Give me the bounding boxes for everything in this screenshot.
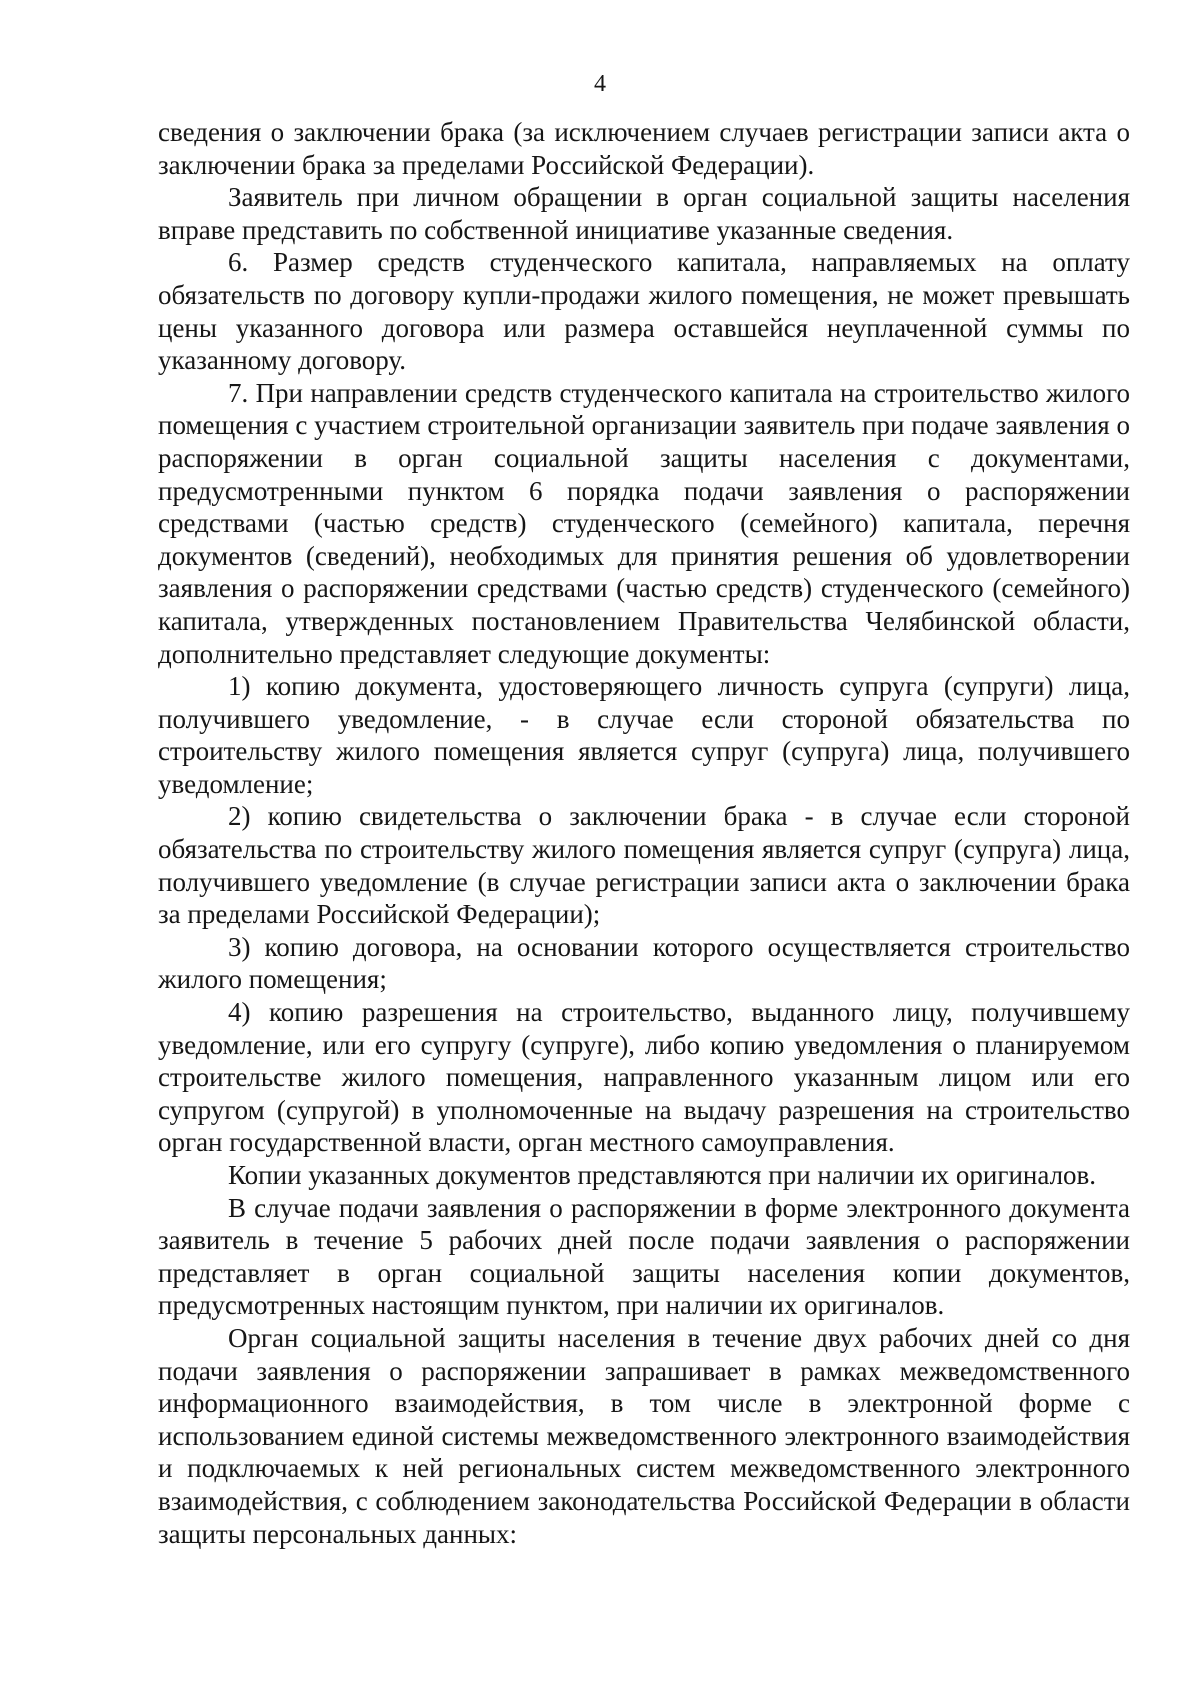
page-number: 4 xyxy=(594,71,606,97)
paragraph-subitem-4: 4) копию разрешения на строительство, выданного лицу, получившему уведомление, или его супругу (супруге), либо копию уведомления о планируемом строительстве жилого помещения, направленного указанным лицом или его супругом (супругой) в уполномоченные на выдачу разрешения на строительство орган государственной власти, орган местного самоуправления. xyxy=(158,997,1130,1158)
paragraph-subitem-1: 1) копию документа, удостоверяющего личность супруга (супруги) лица, получившего уведомление, - в случае если стороной обязательства по строительству жилого помещения является супруг (супруга) лица, получившего уведомление; xyxy=(158,671,1130,799)
paragraph-item-6: 6. Размер средств студенческого капитала, направляемых на оплату обязательств по договору купли-продажи жилого помещения, не может превышать цены указанного договора или размера оставшейся неуплаченной суммы по указанному договору. xyxy=(158,247,1130,376)
document-body xyxy=(158,116,1130,1550)
paragraph-subitem-3: 3) копию договора, на основании которого осуществляется строительство жилого помещения; xyxy=(158,931,1130,995)
paragraph-item-7: 7. При направлении средств студенческого капитала на строительство жилого помещения с участием строительной организации заявитель при подаче заявления о распоряжении в орган социальной защиты населения с документами, предусмотренными пунктом 6 порядка подачи заявления о распоряжении средствами (частью средств) студенческого (семейного) капитала, перечня документов (сведений), необходимых для принятия решения об удовлетворении заявления о распоряжении средствами (частью средств) студенческого (семейного) капитала, утвержденных постановлением Правительства Челябинской области, дополнительно представляет следующие документы: xyxy=(158,377,1130,669)
paragraph-applicant-right: Заявитель при личном обращении в орган социальной защиты населения вправе представить по собственной инициативе указанные сведения. xyxy=(158,182,1130,245)
paragraph-interagency-request: Орган социальной защиты населения в течение двух рабочих дней со дня подачи заявления о распоряжении запрашивает в рамках межведомственного информационного взаимодействия, в том числе в электронной форме с использованием единой системы межведомственного электронного взаимодействия и подключаемых к ней региональных систем межведомственного электронного взаимодействия, с соблюдением законодательства Российской Федерации в области защиты персональных данных: xyxy=(158,1322,1130,1549)
paragraph-continuation: сведения о заключении брака (за исключением случаев регистрации записи акта о заключении брака за пределами Российской Федерации). xyxy=(158,117,1130,180)
paragraph-electronic-submission: В случае подачи заявления о распоряжении в форме электронного документа заявитель в течение 5 рабочих дней после подачи заявления о распоряжении представляет в орган социальной защиты населения копии документов, предусмотренных настоящим пунктом, при наличии их оригиналов. xyxy=(158,1192,1130,1321)
paragraph-copies-originals: Копии указанных документов представляются при наличии их оригиналов. xyxy=(228,1160,1097,1190)
paragraph-subitem-2: 2) копию свидетельства о заключении брака - в случае если стороной обязательства по строительству жилого помещения является супруг (супруга) лица, получившего уведомление (в случае регистрации записи акта о заключении брака за пределами Российской Федерации); xyxy=(158,801,1130,930)
